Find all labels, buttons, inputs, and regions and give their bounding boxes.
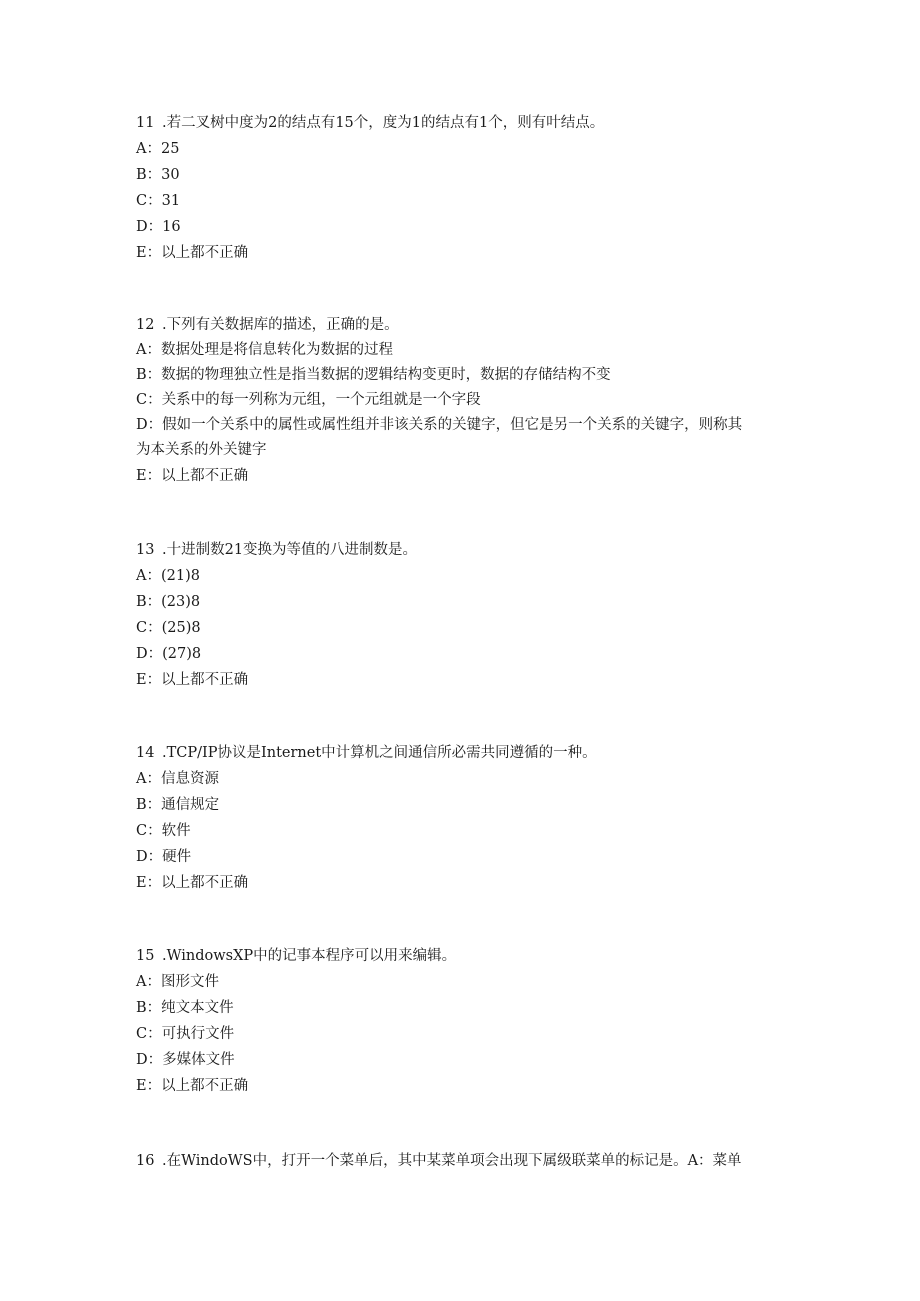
question-13-option-a: A：(21)8 [136,568,200,584]
question-11-stem [136,113,604,133]
question-12-option-b: B：数据的物理独立性是指当数据的逻辑结构变更时，数据的存储结构不变 [136,367,611,383]
question-11-option-b: B：30 [136,167,180,183]
question-12-option-c: C：关系中的每一列称为元组，一个元组就是一个字段 [136,392,481,408]
question-16-stem [136,1151,742,1171]
question-13-option-b: B：(23)8 [136,594,201,610]
question-number: 13 [136,542,155,558]
question-number: 15 [136,948,155,964]
question-number: 11 [136,115,155,131]
question-text: .若二叉树中度为2的结点有15个，度为1的结点有1个，则有叶结点。 [162,115,605,131]
question-number: 16 [136,1153,155,1169]
question-12-option-e: E：以上都不正确 [136,468,249,484]
question-12-stem [136,315,399,335]
question-13-stem [136,540,417,560]
question-15-option-d: D：多媒体文件 [136,1052,235,1068]
question-14-stem [136,743,597,763]
question-text: .下列有关数据库的描述，正确的是。 [162,317,399,333]
question-12-option-a: A：数据处理是将信息转化为数据的过程 [136,342,393,358]
question-text: .TCP/IP协议是Internet中计算机之间通信所必需共同遵循的一种。 [162,745,597,761]
question-text: .WindowsXP中的记事本程序可以用来编辑。 [162,948,457,964]
question-number: 14 [136,745,155,761]
question-14-option-e: E：以上都不正确 [136,875,249,891]
question-12-option-d: D：假如一个关系中的属性或属性组并非该关系的关键字，但它是另一个关系的关键字，则称其 [136,417,743,433]
question-13-option-c: C：(25)8 [136,620,201,636]
question-11-option-d: D：16 [136,219,181,235]
question-13-option-e: E：以上都不正确 [136,672,249,688]
question-14-option-d: D：硬件 [136,849,192,865]
question-15-option-a: A：图形文件 [136,974,219,990]
question-14-option-c: C：软件 [136,823,191,839]
question-11-option-c: C：31 [136,193,181,209]
question-13-option-d: D：(27)8 [136,646,202,662]
question-text: .在WindoWS中，打开一个菜单后，其中某菜单项会出现下属级联菜单的标记是。A：菜单 [162,1153,742,1169]
question-15-option-c: C：可执行文件 [136,1026,235,1042]
question-text: .十进制数21变换为等值的八进制数是。 [162,542,418,558]
question-15-stem [136,946,456,966]
question-15-option-e: E：以上都不正确 [136,1078,249,1094]
question-14-option-b: B：通信规定 [136,797,220,813]
question-12-option-d-continued: 为本关系的外关键字 [136,442,267,458]
question-11-option-a: A：25 [136,141,180,157]
question-15-option-b: B：纯文本文件 [136,1000,234,1016]
question-14-option-a: A：信息资源 [136,771,219,787]
question-11-option-e: E：以上都不正确 [136,245,249,261]
question-number: 12 [136,317,155,333]
